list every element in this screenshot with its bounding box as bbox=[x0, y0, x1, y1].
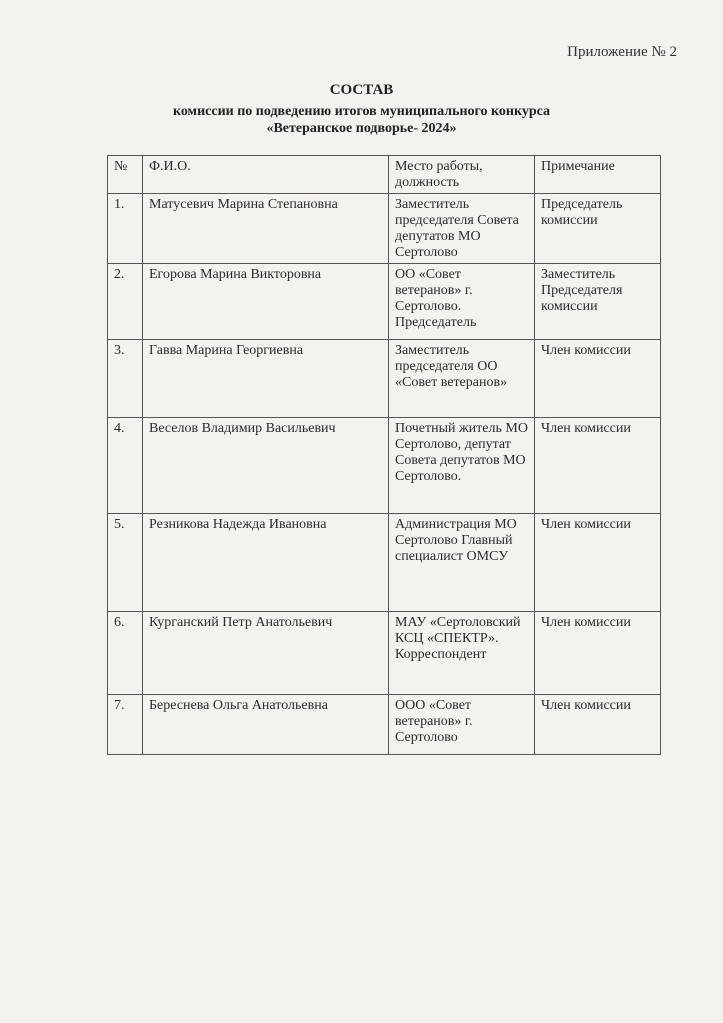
row-name: Резникова Надежда Ивановна bbox=[143, 514, 389, 612]
appendix-label: Приложение № 2 bbox=[567, 44, 677, 60]
row-place: Почетный житель МО Сертолово, депутат Совета депутатов МО Сертолово. bbox=[389, 418, 535, 514]
row-place: ОО «Совет ветеранов» г. Сертолово. Председатель bbox=[389, 264, 535, 340]
header-number: № bbox=[108, 156, 143, 194]
row-number: 4. bbox=[108, 418, 143, 514]
row-place: Заместитель председателя Совета депутатов МО Сертолово bbox=[389, 194, 535, 264]
row-number: 5. bbox=[108, 514, 143, 612]
row-place: Заместитель председателя ОО «Совет ветеранов» bbox=[389, 340, 535, 418]
table-row bbox=[108, 194, 661, 264]
document-subtitle bbox=[0, 103, 723, 137]
header-note: Примечание bbox=[535, 156, 661, 194]
header-place: Место работы, должность bbox=[389, 156, 535, 194]
table-row bbox=[108, 514, 661, 612]
row-number: 7. bbox=[108, 695, 143, 755]
row-note: Член комиссии bbox=[535, 612, 661, 695]
document-title: СОСТАВ bbox=[329, 82, 394, 98]
subtitle-line-1: комиссии по подведению итогов муниципального конкурса bbox=[172, 104, 551, 119]
table-header-row bbox=[108, 156, 661, 194]
row-note: Член комиссии bbox=[535, 340, 661, 418]
row-name: Береснева Ольга Анатольевна bbox=[143, 695, 389, 755]
row-name: Егорова Марина Викторовна bbox=[143, 264, 389, 340]
row-name: Курганский Петр Анатольевич bbox=[143, 612, 389, 695]
row-note: Член комиссии bbox=[535, 418, 661, 514]
row-note: Член комиссии bbox=[535, 695, 661, 755]
header-name: Ф.И.О. bbox=[143, 156, 389, 194]
row-place: Администрация МО Сертолово Главный специалист ОМСУ bbox=[389, 514, 535, 612]
table-row bbox=[108, 264, 661, 340]
row-name: Веселов Владимир Васильевич bbox=[143, 418, 389, 514]
row-note: Председатель комиссии bbox=[535, 194, 661, 264]
row-number: 1. bbox=[108, 194, 143, 264]
row-number: 3. bbox=[108, 340, 143, 418]
row-place: ООО «Совет ветеранов» г. Сертолово bbox=[389, 695, 535, 755]
row-name: Матусевич Марина Степановна bbox=[143, 194, 389, 264]
row-note: Член комиссии bbox=[535, 514, 661, 612]
row-number: 6. bbox=[108, 612, 143, 695]
table-row bbox=[108, 612, 661, 695]
row-note: Заместитель Председателя комиссии bbox=[535, 264, 661, 340]
table-row bbox=[108, 418, 661, 514]
table-row bbox=[108, 695, 661, 755]
row-name: Гавва Марина Георгиевна bbox=[143, 340, 389, 418]
row-number: 2. bbox=[108, 264, 143, 340]
subtitle-line-2: «Ветеранское подворье- 2024» bbox=[266, 121, 457, 136]
commission-table bbox=[107, 155, 661, 755]
row-place: МАУ «Сертоловский КСЦ «СПЕКТР». Корреспондент bbox=[389, 612, 535, 695]
table-row bbox=[108, 340, 661, 418]
